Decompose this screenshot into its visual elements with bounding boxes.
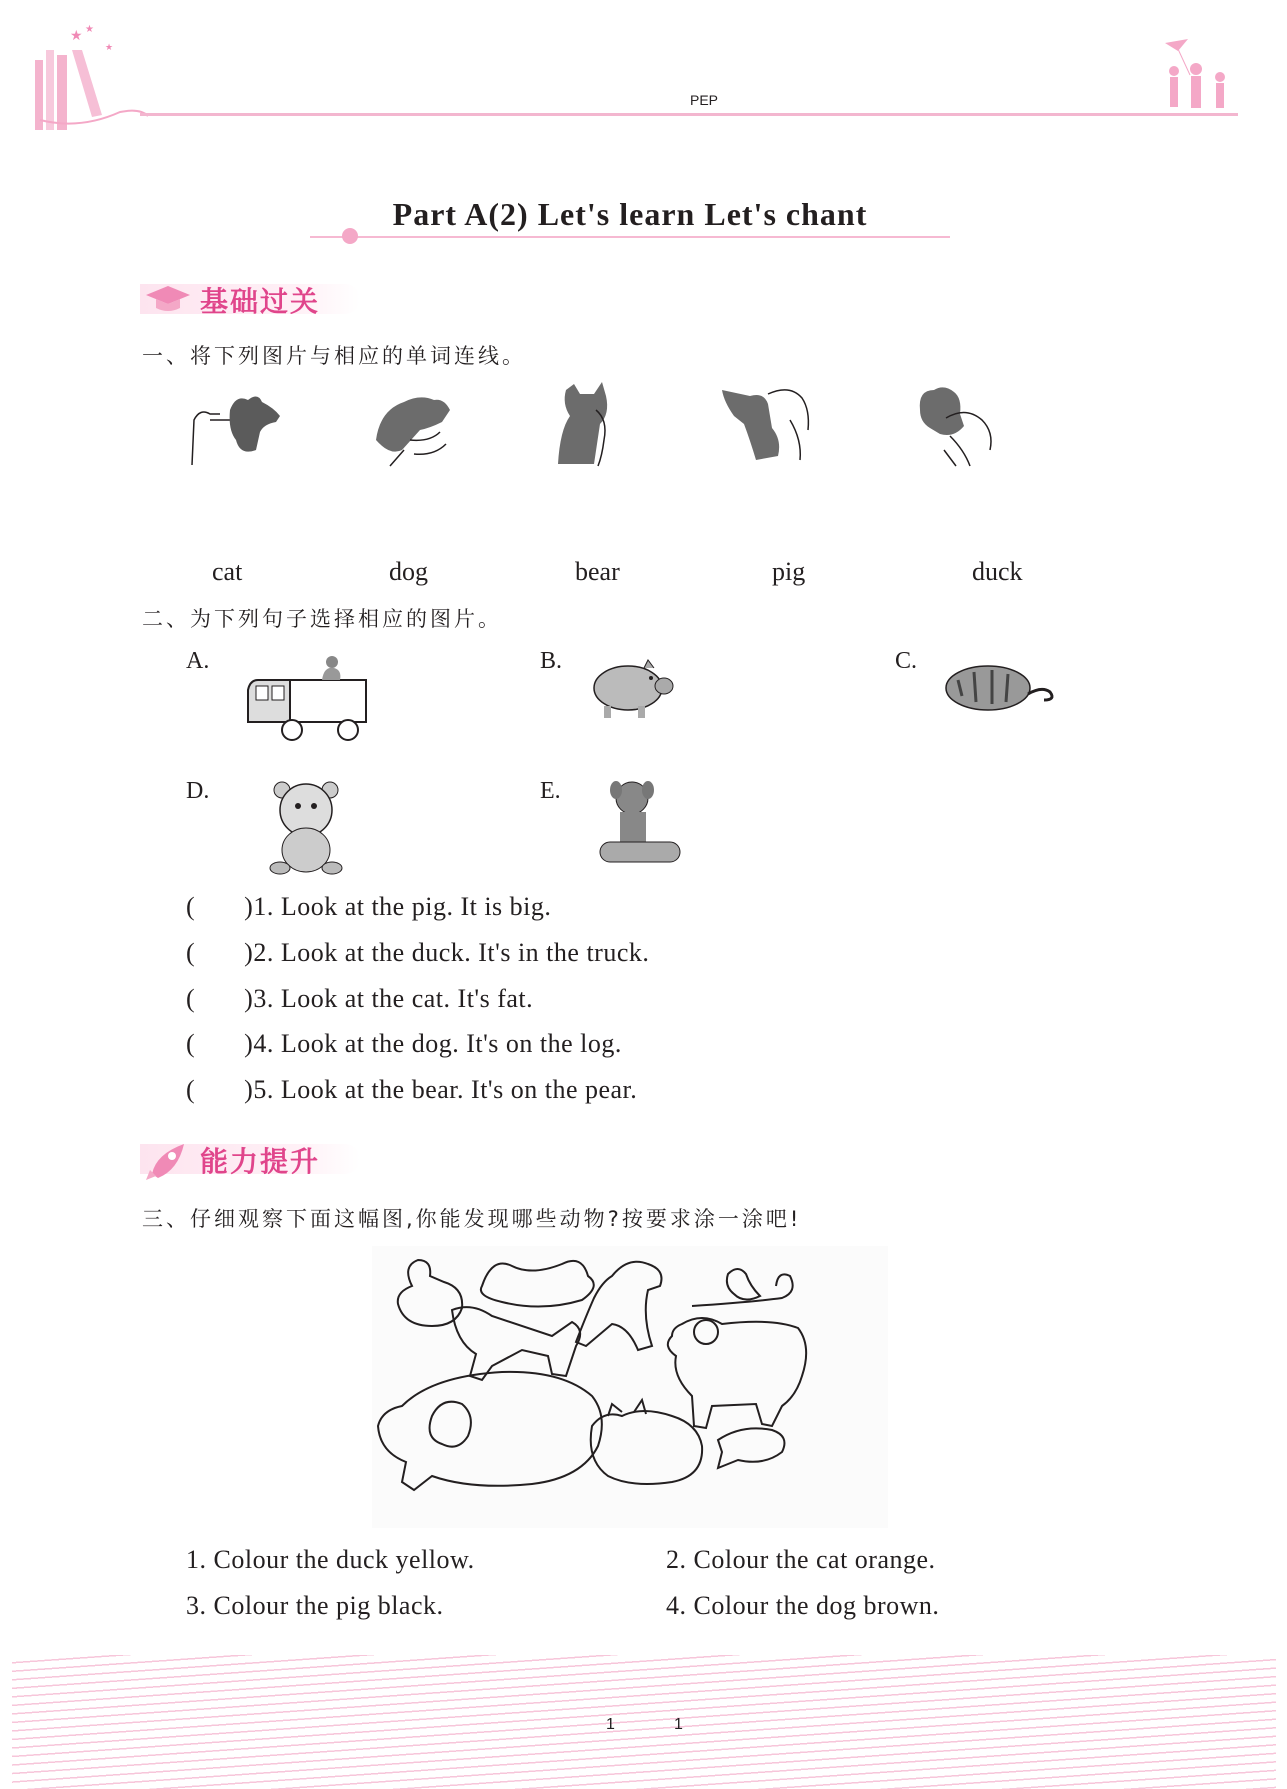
- option-e-letter: E.: [540, 778, 561, 804]
- series-label: PEP: [690, 92, 719, 108]
- page-number-right: 1: [674, 1716, 683, 1733]
- section-heading-text: 基础过关: [200, 285, 321, 318]
- q2-sentence-2: ( )2. Look at the duck. It's in the truck.: [186, 938, 650, 967]
- q1-word-bear: bear: [575, 557, 620, 586]
- hand-shadow-cat-picture: [550, 380, 630, 470]
- option-c-letter: C.: [895, 648, 918, 674]
- option-d-letter: D.: [186, 778, 210, 804]
- svg-text:★: ★: [70, 28, 83, 44]
- bear-with-pear-picture: [266, 778, 346, 878]
- dog-on-log-picture: [596, 776, 686, 868]
- q3-task-4: 4. Colour the dog brown.: [666, 1591, 940, 1620]
- header-decoration-left: [30, 20, 150, 130]
- q3-task-2: 2. Colour the cat orange.: [666, 1545, 936, 1574]
- section-heading-text: 能力提升: [200, 1145, 321, 1178]
- title-underline: [310, 236, 950, 238]
- q2-sentence-1: ( )1. Look at the pig. It is big.: [186, 892, 552, 921]
- hand-shadow-pig-picture: [370, 380, 480, 470]
- q3-task-1: 1. Colour the duck yellow.: [186, 1545, 475, 1574]
- page-title: Part A(2) Let's learn Let's chant: [392, 196, 868, 232]
- hand-shadow-duck-picture: [720, 380, 830, 470]
- q1-word-cat: cat: [212, 557, 243, 586]
- q2-sentence-3: ( )3. Look at the cat. It's fat.: [186, 984, 534, 1013]
- page-number-left: 1: [606, 1716, 615, 1733]
- q1-word-dog: dog: [389, 557, 428, 586]
- title-dot: [342, 228, 358, 244]
- rocket-icon: [146, 1140, 192, 1180]
- truck-with-duck-picture: [242, 652, 372, 742]
- question-1-instruction: 一、将下列图片与相应的单词连线。: [142, 344, 526, 368]
- section-heading-advanced: [140, 1140, 380, 1178]
- hidden-animals-picture: [372, 1246, 888, 1528]
- svg-text:★: ★: [105, 43, 114, 53]
- header-decoration-right: [1160, 35, 1240, 115]
- header-rule: [140, 113, 1238, 116]
- section-heading-basic: [140, 280, 380, 318]
- q1-word-pig: pig: [772, 557, 806, 586]
- question-3-instruction: 三、仔细观察下面这幅图,你能发现哪些动物?按要求涂一涂吧!: [142, 1207, 802, 1231]
- pig-picture: [588, 656, 678, 722]
- hand-shadow-dog-picture: [180, 380, 290, 470]
- graduation-cap-icon: [144, 282, 192, 316]
- hand-shadow-bear-picture: [910, 380, 1000, 470]
- option-a-letter: A.: [186, 648, 210, 674]
- q2-sentence-4: ( )4. Look at the dog. It's on the log.: [186, 1029, 622, 1058]
- fat-cat-picture: [938, 656, 1058, 716]
- option-b-letter: B.: [540, 648, 563, 674]
- svg-text:★: ★: [85, 24, 94, 35]
- q1-word-duck: duck: [972, 557, 1023, 586]
- q2-sentence-5: ( )5. Look at the bear. It's on the pear.: [186, 1075, 638, 1104]
- q3-task-3: 3. Colour the pig black.: [186, 1591, 444, 1620]
- question-2-instruction: 二、为下列句子选择相应的图片。: [142, 607, 502, 631]
- footer-band: [12, 1655, 1276, 1789]
- q1-pictures: [180, 380, 1080, 470]
